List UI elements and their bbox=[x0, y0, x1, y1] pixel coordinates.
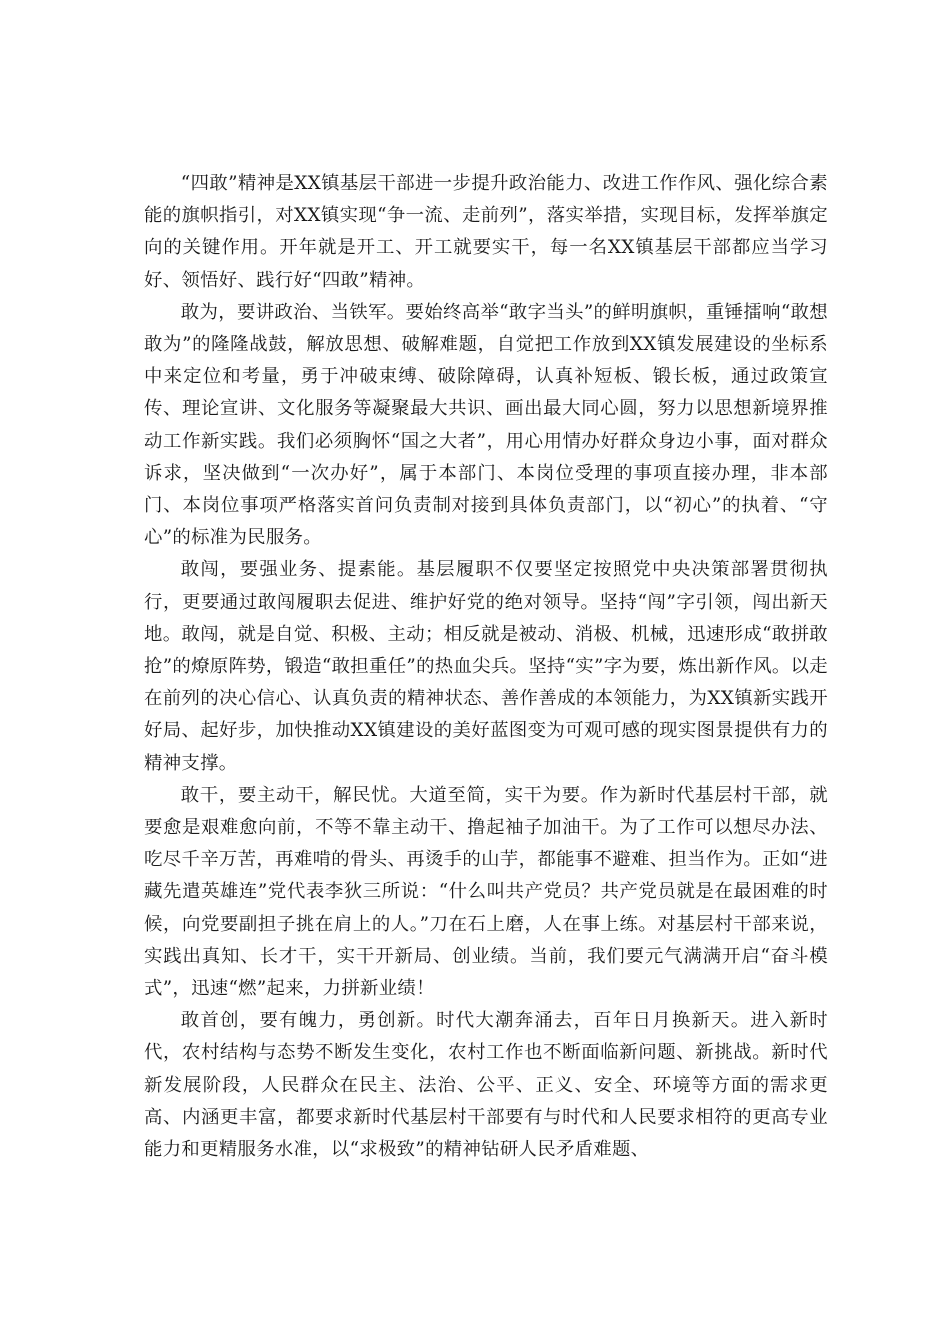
paragraph-dare-to-innovate: 敢首创，要有魄力，勇创新。时代大潮奔涌去，百年日月换新天。进入新时代，农村结构与态势不断发生变化，农村工作也不断面临新问题、新挑战。新时代新发展阶段，人民群众在民主、法治、公平、正义、安全、环境等方面的需求更高、内涵更丰富，都要求新时代基层村干部要有与时代和人民要求相符的更高专业能力和更精服务水准，以“求极致”的精神钻研人民矛盾难题、 bbox=[144, 1010, 828, 1161]
paragraph-intro: “四敢”精神是XX镇基层干部进一步提升政治能力、改进工作作风、强化综合素能的旗帜指引，对XX镇实现“争一流、走前列”，落实举措，实现目标，发挥举旗定向的关键作用。开年就是开工、开工就要实干，每一名XX镇基层干部都应当学习好、领悟好、践行好“四敢”精神。 bbox=[144, 173, 828, 291]
paragraph-dare-to-act: 敢为，要讲政治、当铁军。要始终高举“敢字当头”的鲜明旗帜，重锤擂响“敢想敢为”的隆隆战鼓，解放思想、破解难题，自觉把工作放到XX镇发展建设的坐标系中来定位和考量，勇于冲破束缚、破除障碍，认真补短板、锻长板，通过政策宣传、理论宣讲、文化服务等凝聚最大共识、画出最大同心圆，努力以思想新境界推动工作新实践。我们必须胸怀“国之大者”，用心用情办好群众身边小事，面对群众诉求，坚决做到“一次办好”，属于本部门、本岗位受理的事项直接办理，非本部门、本岗位事项严格落实首问负责制对接到具体负责部门，以“初心”的执着、“守心”的标准为民服务。 bbox=[144, 301, 828, 549]
paragraph-dare-to-work: 敢干，要主动干，解民忧。大道至简，实干为要。作为新时代基层村干部，就要愈是艰难愈向前，不等不靠主动干、撸起袖子加油干。为了工作可以想尽办法、吃尽千辛万苦，再难啃的骨头、再烫手的山芋，都能事不避难、担当作为。正如“进藏先遣英雄连”党代表李狄三所说：“什么叫共产党员？共产党员就是在最困难的时候，向党要副担子挑在肩上的人。”刀在石上磨，人在事上练。对基层村干部来说，实践出真知、长才干，实干开新局、创业绩。当前，我们要元气满满开启“奋斗模式”，迅速“燃”起来，力拼新业绩！ bbox=[144, 784, 828, 1000]
document-body bbox=[144, 168, 828, 1166]
paragraph-dare-to-venture: 敢闯，要强业务、提素能。基层履职不仅要坚定按照党中央决策部署贯彻执行，更要通过敢闯履职去促进、维护好党的绝对领导。坚持“闯”字引领，闯出新天地。敢闯，就是自觉、积极、主动；相反就是被动、消极、机械，迅速形成“敢拼敢抢”的燎原阵势，锻造“敢担重任”的热血尖兵。坚持“实”字为要，炼出新作风。以走在前列的决心信心、认真负责的精神状态、善作善成的本领能力，为XX镇新实践开好局、起好步，加快推动XX镇建设的美好蓝图变为可观可感的现实图景提供有力的精神支撑。 bbox=[144, 559, 828, 774]
